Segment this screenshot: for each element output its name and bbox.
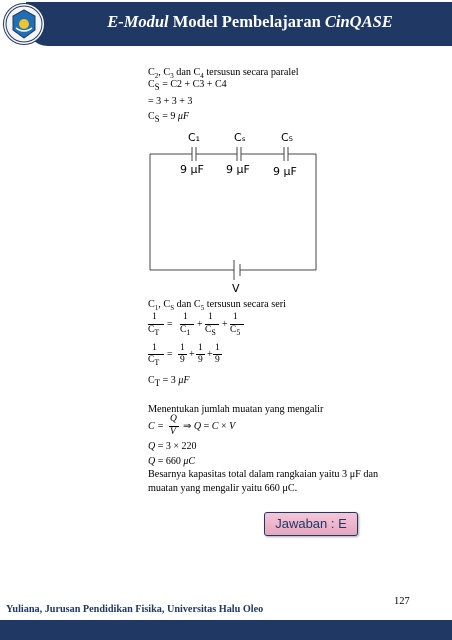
capacitor-cs-label: Cₛ (234, 131, 246, 144)
document-body: $C_2$, $C_3$ dan $C_4$ tersusun secara paralel $C_S = C2 + C3 + C4$ = 3 + 3 + 3 $C_S = 9$ μF C₁ Cₛ C₅ 9 μF 9 μF 9 μF V $C_1$, $C_S$ dan $C_5$ tersusun secara seri 1 $C_T$ = 1 $C_1$ + 1 $C_S$ + 1 $C_5$ 1 $C_T$ = 1 9 + 1 9 + 1 9 $C_T = 3$ μF Menentukan jumlah muatan yang mengalir C = Q V ⇒ Q = C × V Q = 3 × 220 Q = 660 μC Besarnya kapasitas total dalam rangkaian yaitu 3 μF dan muatan yang mengalir yaitu 660 μC. Jawaban : E 127 Yuliana, Jurusan Pendidikan Fisika, Universitas Halu Oleo (0, 0, 452, 640)
answer-button[interactable]: Jawaban : E (264, 512, 358, 536)
series-result: $C_T = 3$ μF (148, 375, 190, 388)
charge-intro: Menentukan jumlah muatan yang mengalir (148, 404, 324, 415)
series-intro: $C_1$, $C_S$ dan $C_5$ tersusun secara seri (148, 299, 286, 313)
capacitor-cs-value: 9 μF (226, 163, 250, 176)
conclusion-line-1: Besarnya kapasitas total dalam rangkaian yaitu 3 μF dan (148, 469, 379, 480)
parallel-equation-2: = 3 + 3 + 3 (148, 96, 193, 107)
capacitor-c5-label: C₅ (281, 131, 294, 144)
footer-author: Yuliana, Jurusan Pendidikan Fisika, Universitas Halu Oleo (6, 604, 264, 615)
conclusion-line-2: muatan yang mengalir yaitu 660 μC. (148, 483, 298, 494)
parallel-intro: $C_2$, $C_3$ dan $C_4$ tersusun secara paralel (148, 67, 299, 81)
circuit-diagram (148, 131, 318, 295)
capacitor-c1-label: C₁ (188, 131, 201, 144)
capacitor-c1-value: 9 μF (180, 163, 204, 176)
title-cinqase: CinQASE (324, 12, 393, 31)
page-number: 127 (394, 596, 410, 607)
parallel-equation-1: $C_S = C2 + C3 + C4$ (148, 79, 227, 92)
title-middle: Model Pembelajaran (168, 12, 325, 31)
circuit-wires (148, 132, 318, 282)
capacitor-c5-value: 9 μF (273, 165, 297, 178)
charge-equation-3: Q = 660 μC (148, 456, 196, 467)
charge-equation-2: Q = 3 × 220 (148, 441, 197, 452)
voltage-source-label: V (232, 282, 240, 295)
title-emodul: E-Modul (107, 12, 169, 31)
parallel-equation-3: $C_S = 9$ μF (148, 111, 189, 124)
footer-bar (0, 620, 452, 640)
